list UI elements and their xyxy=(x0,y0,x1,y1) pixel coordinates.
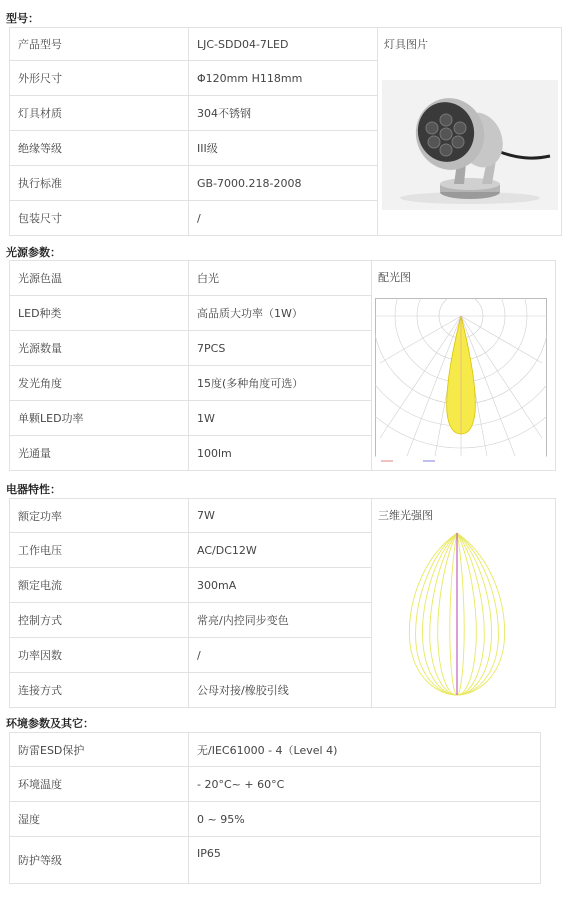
row-label: 外形尺寸 xyxy=(10,61,189,96)
row-value: / xyxy=(189,201,378,236)
row-label: 额定电流 xyxy=(10,568,189,603)
section-title-model: 型号： xyxy=(6,12,39,25)
row-label: 额定功率 xyxy=(10,499,189,533)
row-value: 常亮/内控同步变色 xyxy=(189,603,372,638)
electrical-table xyxy=(9,498,556,708)
row-value: AC/DC12W xyxy=(189,533,372,568)
section-title-light: 光源参数： xyxy=(6,246,61,259)
row-label: 环境温度 xyxy=(10,767,189,802)
model-table xyxy=(9,27,562,236)
row-label: 单颗LED功率 xyxy=(10,401,189,436)
row-value: 高品质大功率（1W） xyxy=(189,296,372,331)
row-label: 连接方式 xyxy=(10,673,189,708)
row-label: 功率因数 xyxy=(10,638,189,673)
table-row xyxy=(10,28,562,61)
row-value: 公母对接/橡胶引线 xyxy=(189,673,372,708)
lamp-photo-icon xyxy=(382,80,558,210)
row-value: Φ120mm H118mm xyxy=(189,61,378,96)
figure-label: 配光图 xyxy=(378,271,411,284)
section-title-environment: 环境参数及其它： xyxy=(6,717,94,730)
row-label: 防护等级 xyxy=(10,837,189,884)
3d-intensity-cell xyxy=(372,499,556,708)
figure-label: 三维光强图 xyxy=(378,509,433,522)
table-row xyxy=(10,499,556,533)
row-label: 湿度 xyxy=(10,802,189,837)
row-value: 100lm xyxy=(189,436,372,471)
table-row xyxy=(10,261,556,296)
figure-label: 灯具图片 xyxy=(384,38,428,51)
row-value: IP65 xyxy=(189,837,541,884)
row-value: 304不锈钢 xyxy=(189,96,378,131)
row-label: 发光角度 xyxy=(10,366,189,401)
3d-light-intensity-diagram-icon xyxy=(402,529,512,699)
lamp-photo-cell xyxy=(378,28,562,236)
row-label: 控制方式 xyxy=(10,603,189,638)
row-label: 绝缘等级 xyxy=(10,131,189,166)
table-row xyxy=(10,767,541,802)
row-value: 无/IEC61000 - 4（Level 4) xyxy=(189,733,541,767)
light-table xyxy=(9,260,556,471)
row-label: 光通量 xyxy=(10,436,189,471)
row-value: 7W xyxy=(189,499,372,533)
row-label: 工作电压 xyxy=(10,533,189,568)
section-title-electrical: 电器特性： xyxy=(6,483,61,496)
row-label: 光源色温 xyxy=(10,261,189,296)
row-value: 7PCS xyxy=(189,331,372,366)
row-label: 灯具材质 xyxy=(10,96,189,131)
row-value: LJC-SDD04-7LED xyxy=(189,28,378,61)
row-value: 0 ~ 95% xyxy=(189,802,541,837)
row-value: 300mA xyxy=(189,568,372,603)
row-value: III级 xyxy=(189,131,378,166)
row-label: 光源数量 xyxy=(10,331,189,366)
row-value: / xyxy=(189,638,372,673)
row-label: LED种类 xyxy=(10,296,189,331)
polar-light-distribution-diagram-icon xyxy=(375,298,547,466)
table-row xyxy=(10,733,541,767)
environment-table xyxy=(9,732,541,884)
row-value: 1W xyxy=(189,401,372,436)
table-row xyxy=(10,802,541,837)
light-distribution-cell xyxy=(372,261,556,471)
row-value: 白光 xyxy=(189,261,372,296)
row-value: - 20°C~ + 60°C xyxy=(189,767,541,802)
row-value: GB-7000.218-2008 xyxy=(189,166,378,201)
row-value: 15度(多种角度可选） xyxy=(189,366,372,401)
row-label: 产品型号 xyxy=(10,28,189,61)
row-label: 执行标准 xyxy=(10,166,189,201)
row-label: 包装尺寸 xyxy=(10,201,189,236)
table-row xyxy=(10,837,541,884)
row-label: 防雷ESD保护 xyxy=(10,733,189,767)
